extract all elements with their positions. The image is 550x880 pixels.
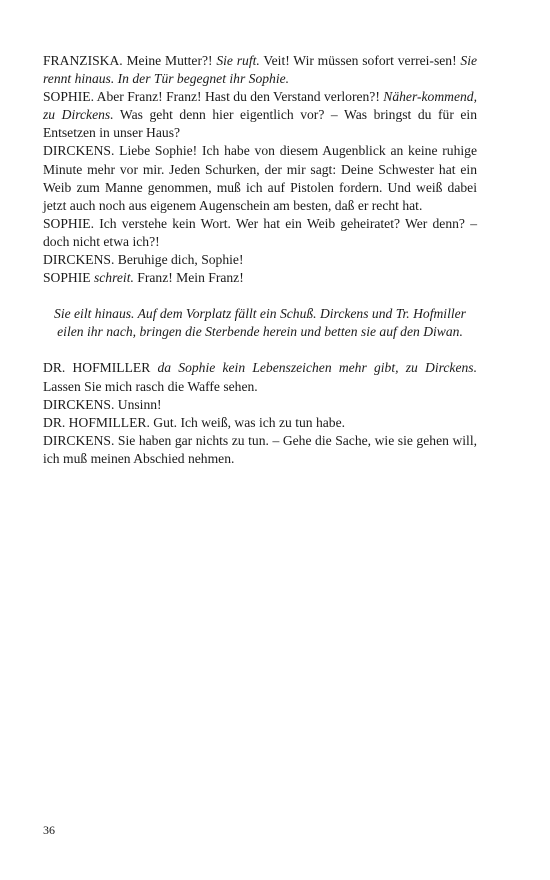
- dialogue-text: Was geht denn hier eigentlich vor? – Was bringst du für ein Entsetzen in unser Haus?: [43, 107, 477, 141]
- stage-note: da Sophie kein Lebenszeichen mehr gibt, zu Dirckens.: [157, 360, 477, 376]
- dialogue-paragraph: [43, 88, 477, 142]
- page-body: [43, 52, 477, 468]
- stage-direction: Sie eilt hinaus. Auf dem Vorplatz fällt ein Schuß. Dirckens und Tr. Hofmiller eilen ihr nach, bringen die Sterbende herein und betten sie auf den Diwan.: [54, 306, 466, 340]
- dialogue-paragraph: [43, 359, 477, 395]
- dialogue-text: DIRCKENS. Unsinn!: [43, 396, 162, 412]
- dialogue-text: DIRCKENS. Sie haben gar nichts zu tun. – Gehe die Sache, wie sie gehen will, ich muß meinen Abschied nehmen.: [43, 432, 477, 466]
- dialogue-text: FRANZISKA. Meine Mutter?!: [43, 53, 217, 68]
- stage-note: schreit.: [93, 270, 134, 286]
- dialogue-paragraph: [43, 251, 477, 269]
- stage-note: Sie ruft.: [216, 53, 260, 68]
- dialogue-paragraph: [43, 269, 477, 287]
- stage-note: Sie rennt hinaus. In der Tür begegnet ihr Sophie.: [43, 53, 478, 87]
- dialogue-paragraph: [43, 52, 477, 88]
- stage-note: Näher-kommend, zu Dirckens.: [43, 89, 477, 123]
- dialogue-text: SOPHIE: [43, 270, 94, 286]
- dialogue-text: DIRCKENS. Liebe Sophie! Ich habe von diesem Augenblick an keine ruhige Minute mehr vor mir. Jeden Schurken, der mir sagt: Deine Schwester hat ein Weib zum Manne genommen, muß ich auf Pistolen fordern. Und weiß dabei jetzt auch noch aus eigenem Augenschein am besten, daß er recht hat.: [43, 143, 477, 213]
- dialogue-text: Franz! Mein Franz!: [133, 270, 244, 286]
- dialogue-text: SOPHIE. Ich verstehe kein Wort. Wer hat ein Weib geheiratet? Wer denn? – doch nicht etwa ich?!: [43, 215, 477, 249]
- dialogue-paragraph: [43, 414, 477, 432]
- dialogue-text: DR. HOFMILLER: [43, 360, 158, 376]
- dialogue-block-after: [43, 359, 477, 468]
- dialogue-text: Veit! Wir müssen sofort verrei-sen!: [259, 53, 461, 68]
- dialogue-text: DR. HOFMILLER. Gut. Ich weiß, was ich zu tun habe.: [43, 414, 346, 430]
- dialogue-paragraph: [43, 432, 477, 468]
- dialogue-paragraph: [43, 215, 477, 251]
- dialogue-text: Lassen Sie mich rasch die Waffe sehen.: [43, 378, 258, 394]
- dialogue-text: SOPHIE. Aber Franz! Franz! Hast du den Verstand verloren?!: [43, 89, 384, 105]
- dialogue-block-before: [43, 52, 477, 287]
- dialogue-paragraph: [43, 142, 477, 214]
- dialogue-paragraph: [43, 396, 477, 414]
- page-number: 36: [43, 823, 55, 837]
- dialogue-text: DIRCKENS. Beruhige dich, Sophie!: [43, 252, 244, 268]
